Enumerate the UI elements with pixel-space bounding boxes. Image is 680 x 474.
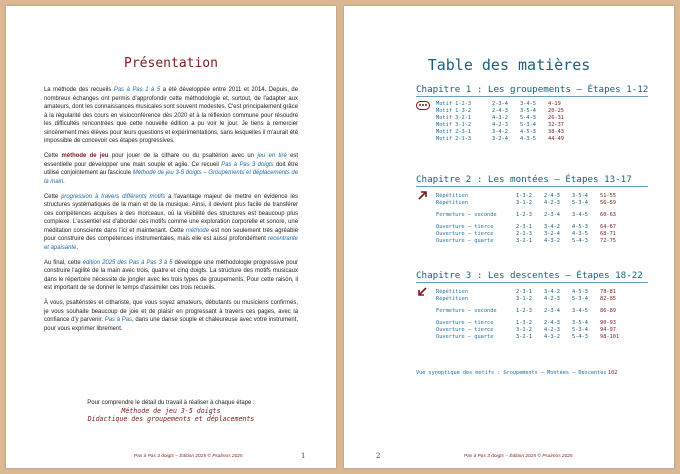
toc-row-motif: 3-2-4 [492, 136, 508, 142]
toc-row-pages: 44-49 [548, 136, 564, 142]
toc-row-pages: 32-37 [548, 122, 564, 128]
toc-row-motif: 3-4-2 [492, 129, 508, 135]
toc-row-motif: 1-3-2 [516, 320, 532, 326]
toc-row-motif: 5-4-3 [572, 238, 588, 244]
toc-row-motif: 2-3-1 [516, 224, 532, 230]
toc-row-pages: 60-63 [600, 212, 616, 218]
toc-row-pages: 68-71 [600, 231, 616, 237]
toc-row-motif: 5-3-4 [572, 296, 588, 302]
toc-row-motif: 4-3-2 [544, 334, 560, 340]
toc-row-label: Fermeture – seconde [436, 308, 497, 314]
toc-row-label: Motif 2-3-1 [436, 129, 472, 135]
toc-row-label: Motif 2-1-3 [436, 136, 472, 142]
toc-row-label: Ouverture – quarte [436, 238, 494, 244]
synopsis-page: 102 [608, 370, 618, 376]
toc-row-label: Répétition [436, 296, 468, 302]
toc-row-label: Motif 3-2-1 [436, 115, 472, 121]
toc-row-motif: 3-4-5 [520, 101, 536, 107]
toc-row-motif: 3-5-4 [572, 320, 588, 326]
toc-row-label: Répétition [436, 289, 468, 295]
toc-row-motif: 2-3-4 [544, 308, 560, 314]
arrow-down-left-icon [417, 286, 428, 297]
toc-row-pages: 4-19 [548, 101, 561, 107]
page-number: 2 [376, 452, 381, 460]
toc-row-motif: 3-4-5 [572, 308, 588, 314]
right-page [344, 6, 674, 468]
toc-row-motif: 4-3-5 [520, 136, 536, 142]
synopsis-entry [416, 370, 618, 376]
toc-row-pages: 20-25 [548, 108, 564, 114]
toc-row-label: Fermeture – seconde [436, 212, 497, 218]
toc-row-motif: 2-3-4 [544, 212, 560, 218]
toc-row-motif: 4-3-2 [544, 238, 560, 244]
toc-row-motif: 3-1-2 [516, 296, 532, 302]
toc-row-label: Répétition [436, 193, 468, 199]
toc-row-motif: 4-5-3 [572, 289, 588, 295]
toc-row-motif: 5-3-4 [520, 122, 536, 128]
toc-row-motif: 3-2-1 [516, 334, 532, 340]
paragraph-2: Cette méthode de jeu pour jouer de la cithare ou du psaltérion avec un jeu en tiré est essentielle pour développer une main souple et agile. Ce recueil Pas à Pas 3 doigts doit être utilisé conjointement au fascicule Méthode de jeu 3-5 doigts – Groupements et déplacements de la main. [44, 153, 298, 185]
paragraph-5: À vous, psaltéristes et cithariste, que vous soyez amateurs, débutants ou musiciens confirmés, je vous souhaite beaucoup de joie et de plaisir en progressant à travers ces pages, avec la confiance d'y parvenir. Pas à Pas, dans une danse souple et chaleureuse avec votre instrument, pour vous exprimer librement. [44, 300, 298, 332]
toc-row-motif: 3-4-2 [544, 224, 560, 230]
toc-row-motif: 2-4-3 [544, 193, 560, 199]
left-page [6, 6, 336, 468]
toc-row-motif: 2-3-1 [516, 289, 532, 295]
presentation-body [44, 86, 298, 340]
toc-row-label: Ouverture – tierce [436, 320, 494, 326]
toc-row-motif: 3-4-2 [544, 289, 560, 295]
closing-intro: Pour comprendre le détail du travail à réaliser à chaque étape : [87, 400, 255, 406]
toc-row-label: Motif 1-2-3 [436, 101, 472, 107]
toc-row-motif: 3-1-2 [516, 327, 532, 333]
chapter-3-title: Chapitre 3 : Les descentes – Étapes 18-22 [416, 270, 643, 281]
toc-row-motif: 4-2-3 [544, 327, 560, 333]
toc-row-pages: 90-93 [600, 320, 616, 326]
paragraph-1: La méthode des recueils Pas à Pas 1 à 5 a été développée entre 2011 et 2014. Depuis, de nombreux échanges ont permis d'approfondir cette méthodologie et, surtout, de l'adapter aux amateurs, dont les connaissances musicales sont souvent modestes. C'est principalement grâce à la régularité des cours en visioconférence dès 2020 et à la réflexion commune pour résoudre les difficultés rencontrées que cette nouvelle édition a pu voir le jour. Je tiens à remercier sincèrement mes élèves pour leurs questions et expérimentations, sans lesquelles il m'aurait été impossible de concevoir ces étapes progressives. [44, 87, 299, 144]
toc-row-motif: 3-2-1 [516, 238, 532, 244]
toc-row-motif: 4-3-5 [572, 231, 588, 237]
paragraph-3: Cette progression à travers différents motifs a l'avantage majeur de mettre en évidence les structures systématiques de la main et de la musique. Ainsi, il devient plus facile de transférer ces compétences acquises à des morceaux, où la visibilité des structures est beaucoup plus complexe. L'essentiel est d'aborder ces motifs comme une exploration corporelle et sonore, une méditation consciente dans l'ici et maintenant. Cette méthode est non seulement très agréable pour construire des compétences instrumentales, mais elle est aussi profondément recentrante et apaisante. [44, 193, 298, 251]
toc-row-pages: 72-75 [600, 238, 616, 244]
chapter-2-title: Chapitre 2 : Les montées – Étapes 13-17 [416, 174, 632, 185]
toc-row-pages: 26-31 [548, 115, 564, 121]
toc-row-label: Ouverture – quarte [436, 334, 494, 340]
toc-row-motif: 4-2-3 [492, 122, 508, 128]
closing-title-1: Méthode de jeu 3-5 doigts [121, 407, 221, 415]
chapter-1-title: Chapitre 1 : Les groupements – Étapes 1-12 [416, 84, 649, 95]
toc-row-pages: 98-101 [600, 334, 620, 340]
chapter-1-rule [416, 96, 648, 97]
toc-row-label: Motif 1-3-2 [436, 108, 472, 114]
toc-row-motif: 5-3-4 [572, 327, 588, 333]
toc-row-pages: 64-67 [600, 224, 616, 230]
toc-row-motif: 5-4-3 [572, 334, 588, 340]
toc-title: Table des matières [427, 56, 591, 74]
toc-row-motif: 2-4-3 [492, 108, 508, 114]
synopsis-label: Vue synoptique des motifs : Groupements – Montées – Descentes [416, 370, 607, 376]
toc-row-motif: 3-5-4 [520, 108, 536, 114]
toc-row-pages: 78-81 [600, 289, 616, 295]
toc-row-label: Ouverture – tierce [436, 327, 494, 333]
toc-row-label: Ouverture – tierce [436, 224, 494, 230]
toc-row-motif: 2-1-3 [516, 231, 532, 237]
dots-circle-icon [416, 101, 430, 110]
chapter-3-rule [416, 282, 648, 283]
closing-title-2: Didactique des groupements et déplacements [87, 415, 255, 423]
toc-row-motif: 5-3-4 [572, 200, 588, 206]
page-footer: Pas à Pas 3 doigts – Édition 2025 © Psalmos 2025 [464, 454, 573, 459]
toc-row-motif: 3-1-2 [516, 200, 532, 206]
paragraph-4: Au final, cette édition 2025 des Pas à Pas 3 à 5 développe une méthodologie progressive pour construire l'agilité de la main avec trois, quatre et cinq doigts. La structure des motifs musicaux dans le répertoire nécessite de jongler avec les trois types de groupements. Pour cette raison, il est important de se donner le temps d'assimiler ces trois recueils. [44, 259, 298, 291]
toc-row-motif: 4-2-3 [544, 200, 560, 206]
toc-row-motif: 2-3-4 [492, 101, 508, 107]
toc-row-motif: 4-5-3 [520, 129, 536, 135]
toc-row-label: Ouverture – tierce [436, 231, 494, 237]
toc-row-pages: 82-85 [600, 296, 616, 302]
toc-row-pages: 94-97 [600, 327, 616, 333]
toc-row-motif: 1-3-2 [516, 193, 532, 199]
chapter-2-rule [416, 186, 648, 187]
toc-row-motif: 2-4-3 [544, 320, 560, 326]
toc-row-motif: 3-2-4 [544, 231, 560, 237]
closing-note [6, 399, 336, 423]
toc-row-label: Répétition [436, 200, 468, 206]
toc-row-motif: 3-5-4 [572, 193, 588, 199]
page-footer: Pas à Pas 3 doigts – Édition 2025 © Psalmos 2025 [134, 454, 243, 459]
toc-row-pages: 86-89 [600, 308, 616, 314]
arrow-up-right-icon [417, 190, 428, 201]
toc-row-motif: 4-3-2 [492, 115, 508, 121]
toc-row-pages: 38-43 [548, 129, 564, 135]
toc-row-motif: 5-4-3 [520, 115, 536, 121]
toc-row-pages: 56-59 [600, 200, 616, 206]
toc-row-motif: 4-5-3 [572, 224, 588, 230]
toc-row-motif: 3-4-5 [572, 212, 588, 218]
page-number: 1 [301, 452, 306, 460]
toc-row-pages: 51-55 [600, 193, 616, 199]
page-title: Présentation [124, 56, 218, 71]
toc-row-motif: 1-2-3 [516, 308, 532, 314]
toc-row-motif: 4-2-3 [544, 296, 560, 302]
toc-row-motif: 1-2-3 [516, 212, 532, 218]
toc-row-label: Motif 3-1-2 [436, 122, 472, 128]
